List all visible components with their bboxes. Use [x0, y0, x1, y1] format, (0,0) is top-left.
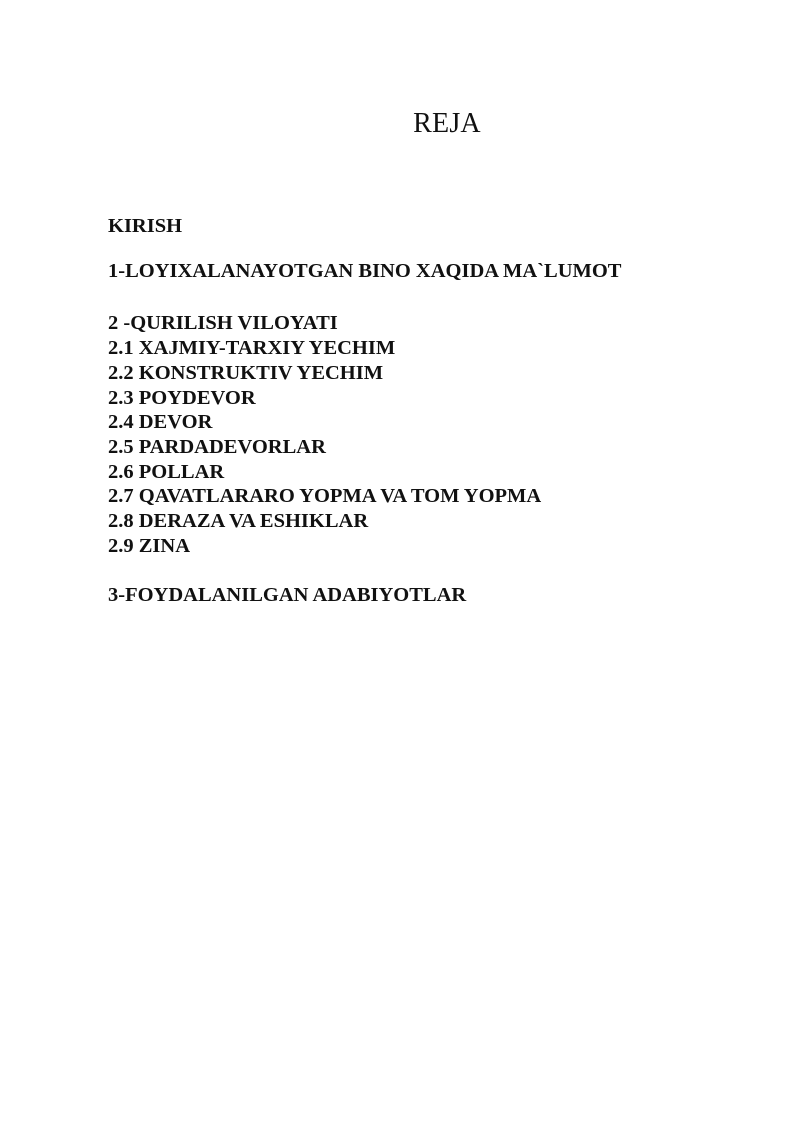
- toc-item-2-2: 2.2 KONSTRUKTIV YECHIM: [108, 361, 384, 384]
- toc-item-2-1: 2.1 XAJMIY-TARXIY YECHIM: [108, 337, 396, 360]
- toc-item-2-4: 2.4 DEVOR: [108, 411, 213, 434]
- toc-item-2-7: 2.7 QAVATLARARO YOPMA VA TOM YOPMA: [108, 485, 542, 508]
- page-title: REJA: [413, 108, 481, 139]
- toc-item-2-8: 2.8 DERAZA VA ESHIKLAR: [108, 510, 369, 533]
- table-of-contents: [108, 214, 621, 608]
- toc-section-2: 2 -QURILISH VILOYATI: [108, 312, 338, 335]
- toc-item-2-6: 2.6 POLLAR: [108, 460, 225, 483]
- toc-item-2-5: 2.5 PARDADEVORLAR: [108, 435, 326, 458]
- toc-intro: KIRISH: [108, 215, 183, 237]
- toc-item-2-3: 2.3 POYDEVOR: [108, 386, 256, 409]
- toc-section-2-list: [108, 336, 621, 558]
- toc-section-1: 1-LOYIXALANAYOTGAN BINO XAQIDA MA`LUMOT: [108, 259, 622, 282]
- toc-item-2-9: 2.9 ZINA: [108, 534, 191, 557]
- toc-section-3: 3-FOYDALANILGAN ADABIYOTLAR: [108, 584, 467, 607]
